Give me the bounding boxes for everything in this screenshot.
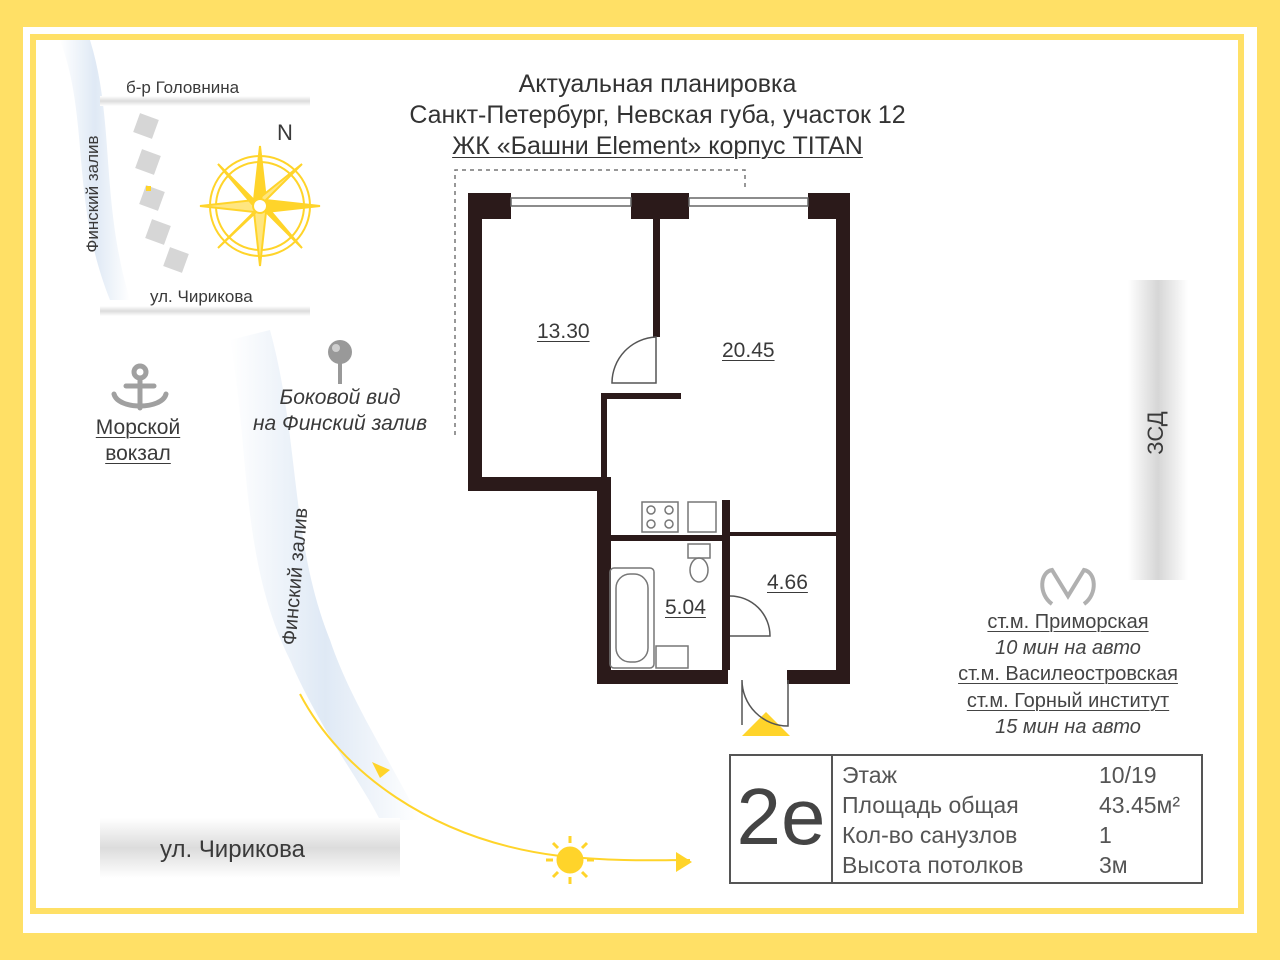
metro-icon xyxy=(1042,570,1094,604)
header-address: Санкт-Петербург, Невская губа, участок 12 xyxy=(409,101,906,129)
metro-time-1: 10 мин на авто xyxy=(995,637,1141,659)
north-label: N xyxy=(277,120,293,145)
metro-station-3[interactable]: ст.м. Горный институт xyxy=(966,690,1170,712)
port-label-1[interactable]: Морской xyxy=(95,416,181,439)
kitchen-stove-icon xyxy=(642,502,716,532)
metro-station-2[interactable]: ст.м. Василеостровская xyxy=(958,663,1178,685)
info-label-area: Площадь общая xyxy=(842,792,1019,818)
road-mid xyxy=(100,306,310,316)
info-value-ceiling: 3м xyxy=(1099,852,1128,878)
side-view-label-1: Боковой вид xyxy=(279,386,401,409)
bathtub-icon xyxy=(610,568,654,668)
entrance-arrow-icon xyxy=(742,712,790,736)
room-area-5: 5.04 xyxy=(665,596,706,619)
room-area-13: 13.30 xyxy=(537,320,590,343)
header-title: Актуальная планировка xyxy=(518,70,797,98)
street-top-label: б-р Головнина xyxy=(126,78,240,97)
gulf-left-label: Финский залив xyxy=(83,135,102,253)
sink-icon xyxy=(656,646,688,668)
sun-path-arrow-2 xyxy=(676,852,692,872)
compass-icon xyxy=(200,146,320,266)
info-value-bathrooms: 1 xyxy=(1099,822,1112,848)
street-mid-label: ул. Чирикова xyxy=(150,287,253,306)
room-area-4: 4.66 xyxy=(767,571,808,594)
port-label-2[interactable]: вокзал xyxy=(105,442,171,465)
street-bottom-label: ул. Чирикова xyxy=(160,836,305,863)
walls xyxy=(468,193,850,684)
info-label-floor: Этаж xyxy=(842,762,897,788)
metro-station-1[interactable]: ст.м. Приморская xyxy=(987,611,1149,633)
sun-icon xyxy=(546,836,594,884)
apartment-info-table xyxy=(729,754,1203,884)
room-area-20: 20.45 xyxy=(722,339,775,362)
anchor-icon xyxy=(114,366,166,408)
building-marker xyxy=(146,186,151,191)
header-complex: ЖК «Башни Element» корпус TITAN xyxy=(452,132,863,160)
info-value-area: 43.45м² xyxy=(1099,792,1181,818)
location-pin-icon xyxy=(328,340,352,384)
apartment-type-code: 2е xyxy=(736,772,826,861)
info-value-floor: 10/19 xyxy=(1099,762,1157,788)
highway-label: ЗСД xyxy=(1143,411,1168,455)
metro-time-2: 15 мин на авто xyxy=(995,716,1141,738)
gulf-river-label: Финский залив xyxy=(278,506,313,647)
info-label-ceiling: Высота потолков xyxy=(842,852,1024,878)
toilet-icon xyxy=(688,544,710,582)
info-label-bathrooms: Кол-во санузлов xyxy=(842,822,1018,848)
info-separator xyxy=(831,756,833,882)
side-view-label-2: на Финский залив xyxy=(252,412,428,435)
